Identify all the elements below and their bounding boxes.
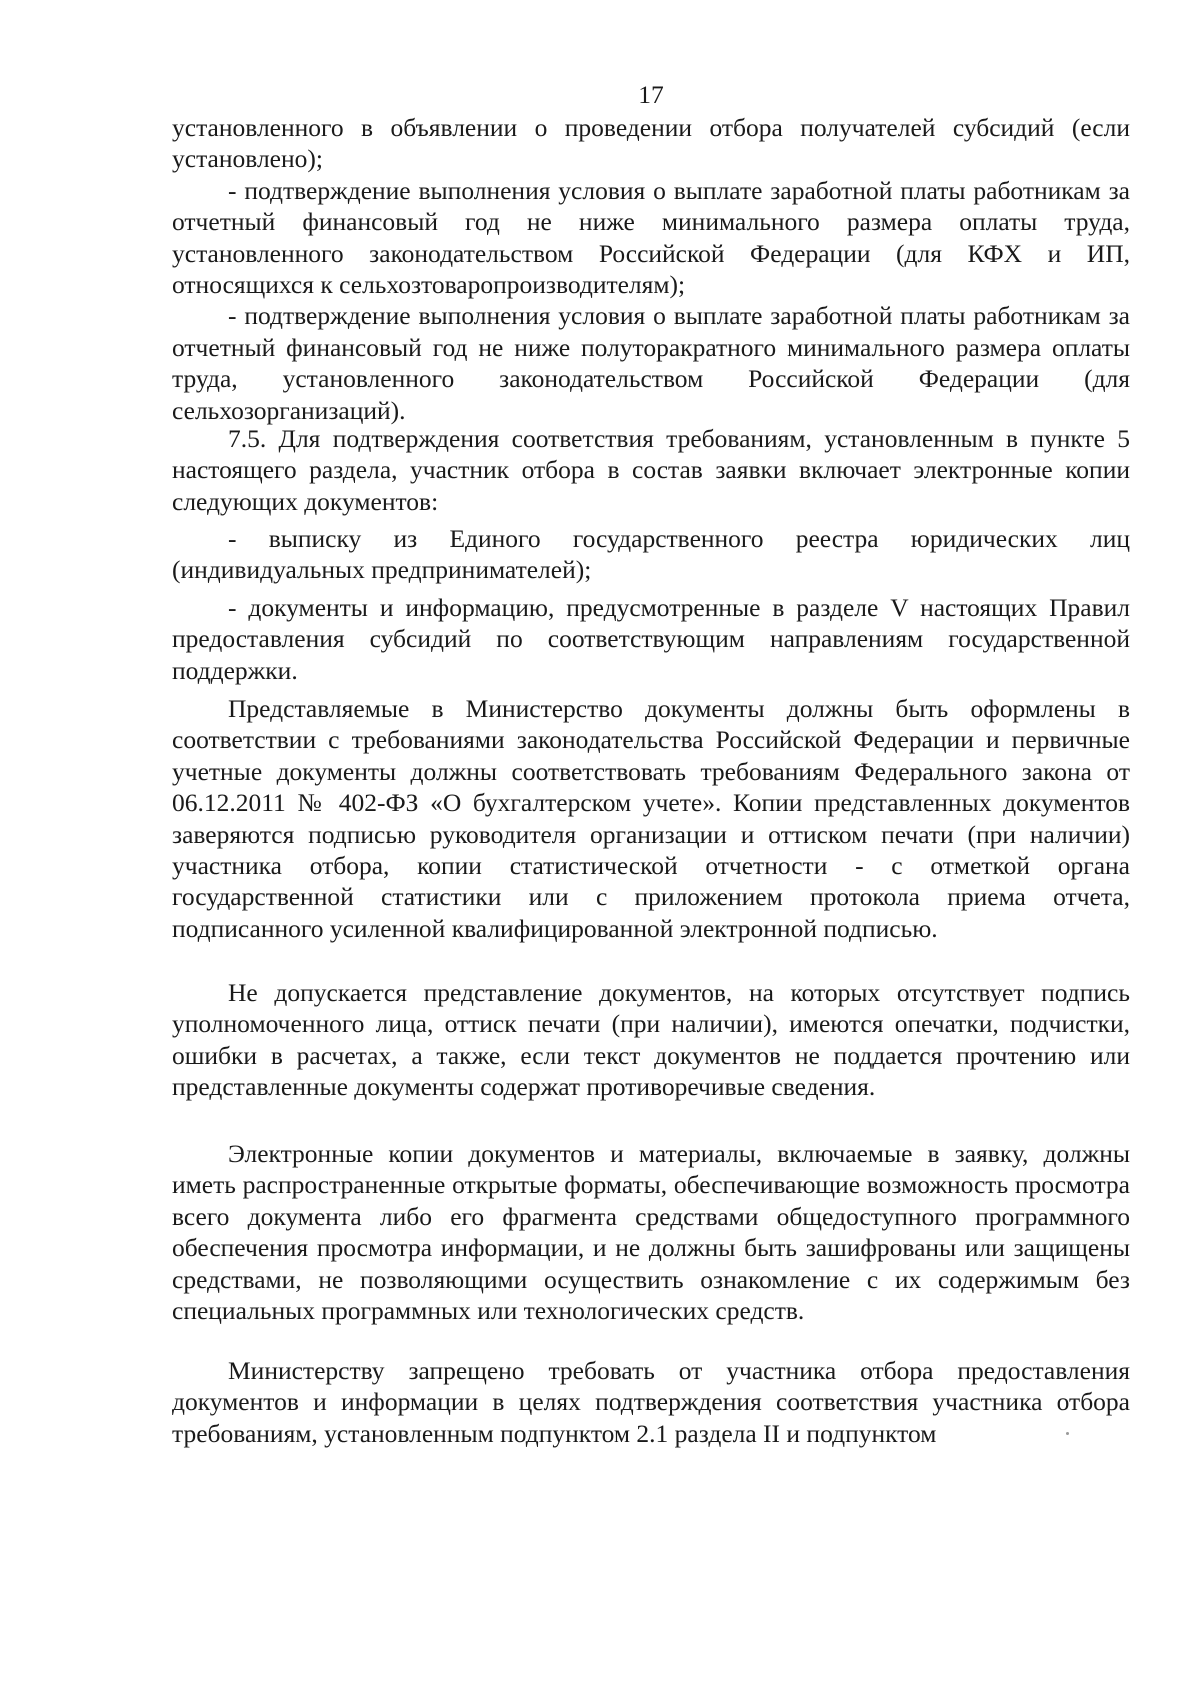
text-block-7: [172, 1138, 1130, 1326]
text-block-3: [172, 523, 1130, 586]
text-block-8: [172, 1355, 1130, 1449]
paragraph-not-allowed: Не допускается представление документов, на которых отсутствует подпись уполномоченного лица, оттиск печати (при наличии), имеются опечатки, подчистки, ошибки в расчетах, а также, если текст документов не поддается прочтению или представленные документы содержат противоречивые сведения.: [172, 978, 1130, 1102]
paragraph-continuation: установленного в объявлении о проведении отбора получателей субсидий (если установлено);: [172, 113, 1130, 174]
paragraph-electronic-copies: Электронные копии документов и материалы, включаемые в заявку, должны иметь распространенные открытые форматы, обеспечивающие возможность просмотра всего документа либо его фрагмента средствами общедоступного программного обеспечения просмотра информации, и не должны быть зашифрованы или защищены средствами, не позволяющими осуществить ознакомление с их содержимым без специальных программных или технологических средств.: [172, 1139, 1130, 1326]
text-block-2: [172, 423, 1130, 517]
paragraph-7-5: 7.5. Для подтверждения соответствия требованиям, установленным в пункте 5 настоящего раздела, участник отбора в состав заявки включает электронные копии следующих документов:: [172, 424, 1130, 516]
text-block-5: [172, 693, 1130, 944]
paragraph-wage-kfh: - подтверждение выполнения условия о выплате заработной платы работникам за отчетный финансовый год не ниже минимального размера оплаты труда, установленного законодательством Российской Федерации (для КФХ и ИП, относящихся к сельхозтоваропроизводителям);: [172, 175, 1130, 300]
page-number: 17: [638, 80, 664, 109]
text-block-4: [172, 592, 1130, 686]
paragraph-wage-organizations: - подтверждение выполнения условия о выплате заработной платы работникам за отчетный финансовый год не ниже полуторакратного минимального размера оплаты труда, установленного законодательством Российской Федерации (для сельхозорганизаций).: [172, 301, 1130, 425]
text-block-6: [172, 977, 1130, 1103]
scan-speck: [1066, 1432, 1069, 1435]
paragraph-ministry-documents: Представляемые в Министерство документы должны быть оформлены в соответствии с требованиями законодательства Российской Федерации и первичные учетные документы должны соответствовать требованиям Федерального закона от 06.12.2011 № 402-ФЗ «О бухгалтерском учете». Копии представленных документов заверяются подписью руководителя организации и оттиском печати (при наличии) участника отбора, копии статистической отчетности - с отметкой органа государственной статистики или с приложением протокола приема отчета, подписанного усиленной квалифицированной электронной подписью.: [172, 694, 1130, 943]
paragraph-extract-register: - выписку из Единого государственного реестра юридических лиц (индивидуальных предпринимателей);: [172, 524, 1130, 585]
paragraph-ministry-prohibited: Министерству запрещено требовать от участника отбора предоставления документов и информации в целях подтверждения соответствия участника отбора требованиям, установленным подпунктом 2.1 раздела II и подпунктом: [172, 1356, 1130, 1448]
text-block-1: [172, 112, 1130, 426]
paragraph-documents-section-v: - документы и информацию, предусмотренные в разделе V настоящих Правил предоставления субсидий по соответствующим направлениям государственной поддержки.: [172, 593, 1130, 685]
